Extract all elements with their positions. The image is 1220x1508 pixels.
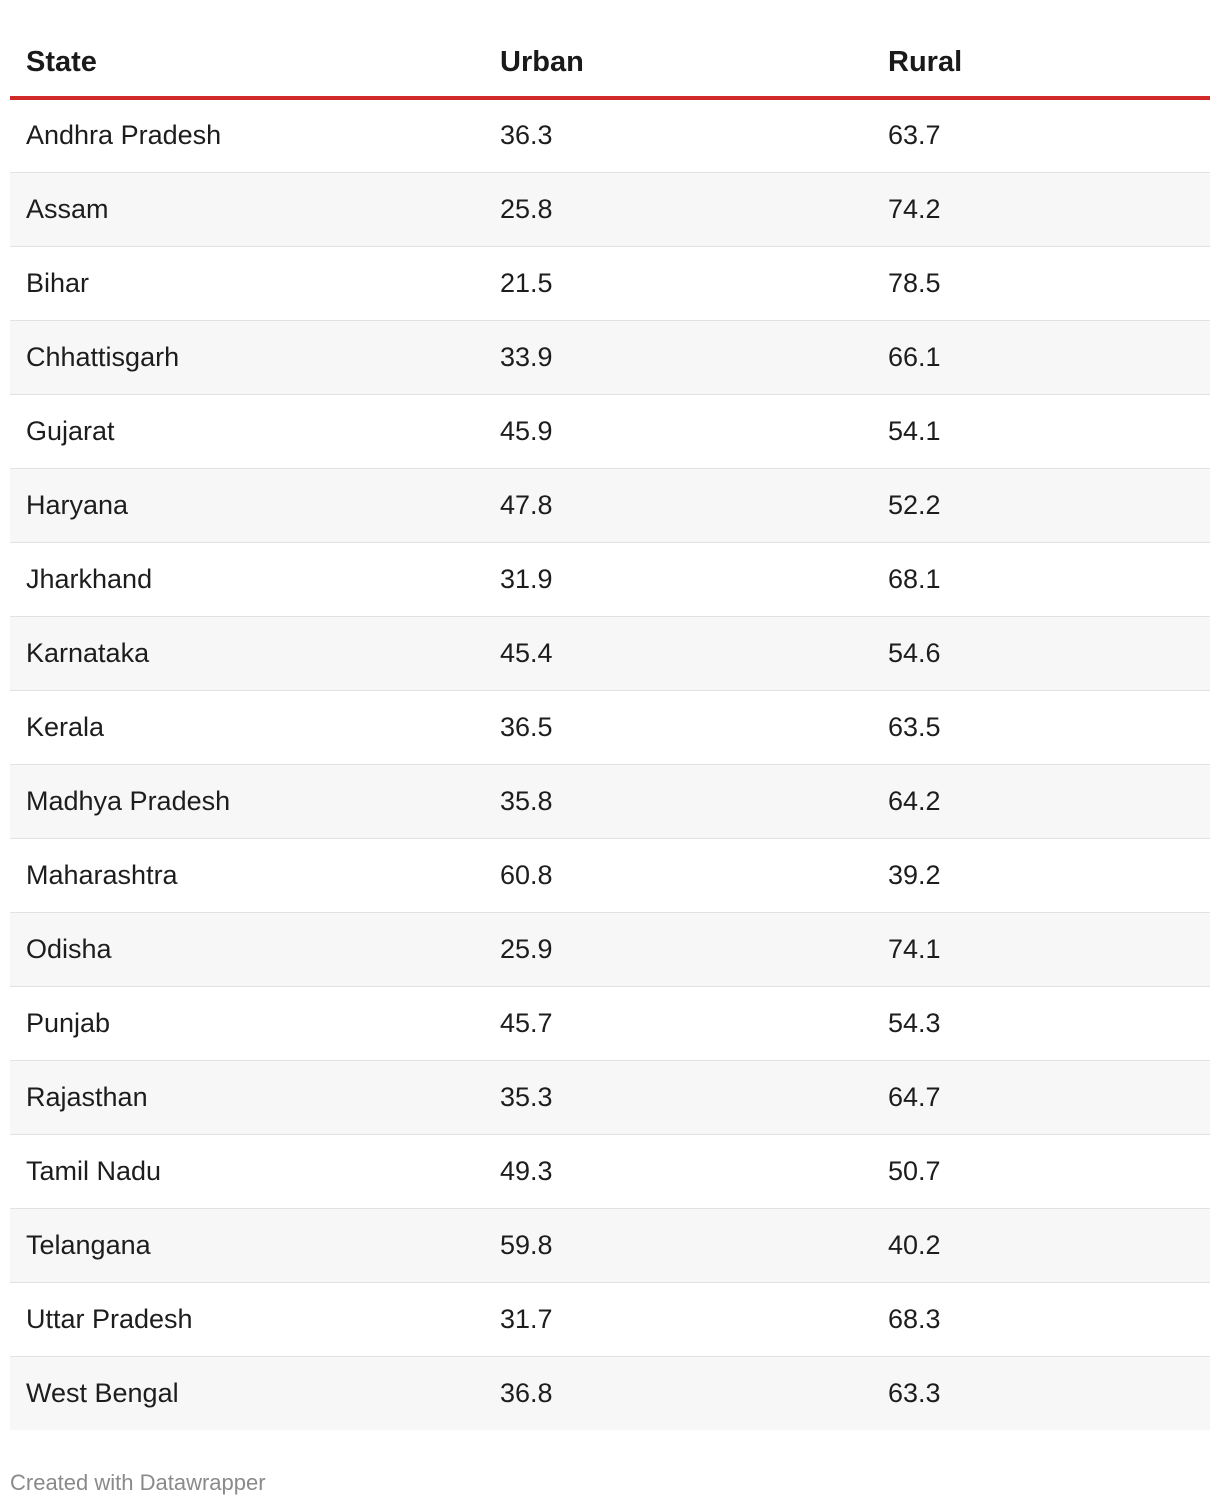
- cell-urban: 45.9: [484, 394, 872, 468]
- cell-state: Kerala: [10, 690, 484, 764]
- cell-state: Uttar Pradesh: [10, 1282, 484, 1356]
- column-header-rural[interactable]: Rural: [872, 28, 1210, 98]
- table-row: [10, 1282, 1210, 1356]
- table-row: [10, 764, 1210, 838]
- cell-urban: 45.4: [484, 616, 872, 690]
- cell-rural: 54.6: [872, 616, 1210, 690]
- table-row: [10, 838, 1210, 912]
- cell-urban: 59.8: [484, 1208, 872, 1282]
- cell-state: Telangana: [10, 1208, 484, 1282]
- cell-rural: 54.1: [872, 394, 1210, 468]
- cell-state: Madhya Pradesh: [10, 764, 484, 838]
- cell-rural: 63.5: [872, 690, 1210, 764]
- footer-credit: Created with Datawrapper: [10, 1470, 266, 1495]
- cell-urban: 31.7: [484, 1282, 872, 1356]
- cell-state: Rajasthan: [10, 1060, 484, 1134]
- cell-rural: 78.5: [872, 246, 1210, 320]
- table-row: [10, 394, 1210, 468]
- cell-state: Karnataka: [10, 616, 484, 690]
- table-row: [10, 542, 1210, 616]
- cell-state: Assam: [10, 172, 484, 246]
- cell-urban: 25.9: [484, 912, 872, 986]
- cell-rural: 74.2: [872, 172, 1210, 246]
- table-row: [10, 172, 1210, 246]
- table-body: [10, 98, 1210, 1430]
- cell-state: Chhattisgarh: [10, 320, 484, 394]
- cell-rural: 63.7: [872, 98, 1210, 172]
- cell-state: Jharkhand: [10, 542, 484, 616]
- table-row: [10, 320, 1210, 394]
- cell-rural: 52.2: [872, 468, 1210, 542]
- cell-state: Bihar: [10, 246, 484, 320]
- cell-state: Odisha: [10, 912, 484, 986]
- cell-state: Gujarat: [10, 394, 484, 468]
- table-row: [10, 616, 1210, 690]
- table-row: [10, 690, 1210, 764]
- cell-urban: 49.3: [484, 1134, 872, 1208]
- table-row: [10, 912, 1210, 986]
- cell-rural: 68.3: [872, 1282, 1210, 1356]
- cell-state: West Bengal: [10, 1356, 484, 1430]
- table-row: [10, 98, 1210, 172]
- cell-rural: 50.7: [872, 1134, 1210, 1208]
- column-header-urban[interactable]: Urban: [484, 28, 872, 98]
- table-header: [10, 28, 1210, 98]
- cell-rural: 64.7: [872, 1060, 1210, 1134]
- cell-urban: 25.8: [484, 172, 872, 246]
- column-header-state[interactable]: State: [10, 28, 484, 98]
- cell-rural: 74.1: [872, 912, 1210, 986]
- cell-urban: 36.3: [484, 98, 872, 172]
- cell-state: Maharashtra: [10, 838, 484, 912]
- cell-rural: 63.3: [872, 1356, 1210, 1430]
- table-row: [10, 1208, 1210, 1282]
- cell-urban: 33.9: [484, 320, 872, 394]
- table-row: [10, 468, 1210, 542]
- cell-rural: 66.1: [872, 320, 1210, 394]
- cell-urban: 21.5: [484, 246, 872, 320]
- cell-urban: 35.8: [484, 764, 872, 838]
- cell-urban: 31.9: [484, 542, 872, 616]
- cell-state: Tamil Nadu: [10, 1134, 484, 1208]
- table-row: [10, 986, 1210, 1060]
- cell-state: Andhra Pradesh: [10, 98, 484, 172]
- data-table-container: [10, 28, 1210, 1430]
- cell-urban: 36.5: [484, 690, 872, 764]
- table-row: [10, 1356, 1210, 1430]
- cell-rural: 68.1: [872, 542, 1210, 616]
- cell-urban: 47.8: [484, 468, 872, 542]
- cell-rural: 39.2: [872, 838, 1210, 912]
- cell-urban: 60.8: [484, 838, 872, 912]
- table-row: [10, 246, 1210, 320]
- header-row: [10, 28, 1210, 98]
- cell-rural: 54.3: [872, 986, 1210, 1060]
- cell-rural: 64.2: [872, 764, 1210, 838]
- cell-state: Haryana: [10, 468, 484, 542]
- cell-urban: 36.8: [484, 1356, 872, 1430]
- table-row: [10, 1060, 1210, 1134]
- cell-rural: 40.2: [872, 1208, 1210, 1282]
- cell-urban: 35.3: [484, 1060, 872, 1134]
- data-table: [10, 28, 1210, 1430]
- cell-state: Punjab: [10, 986, 484, 1060]
- table-row: [10, 1134, 1210, 1208]
- cell-urban: 45.7: [484, 986, 872, 1060]
